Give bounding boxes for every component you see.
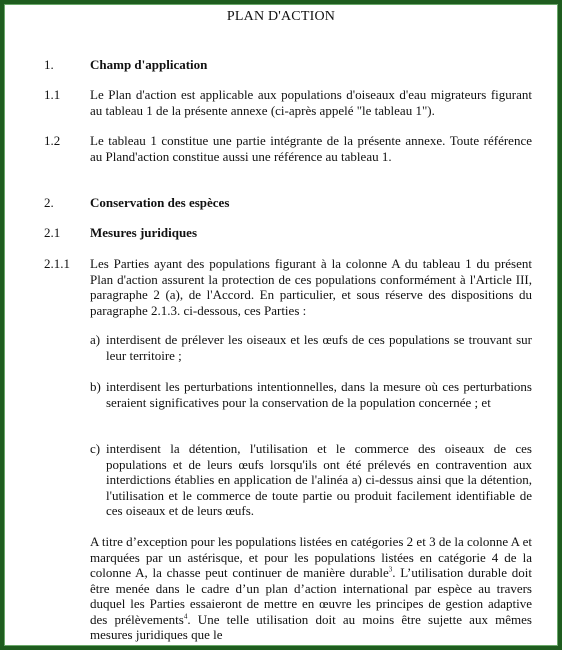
- paragraph-1-1-number: 1.1: [44, 87, 61, 102]
- exception-text-3: . Une telle utilisation doit au moins être sujette aux mêmes mesures juridiques que le: [90, 611, 532, 642]
- subsection-2-1-heading: Mesures juridiques: [90, 225, 198, 240]
- exception-text-2: . L’utilisation durable doit être menée dans le cadre d’un plan d’action international par espèce au travers duquel les Parties essaieront de mettre en œuvre les principes de gestion adaptive des prélèvements: [90, 565, 532, 627]
- exception-text-1: A titre d’exception pour les populations listées en catégories 2 et 3 de la colonne A et marquées par un astérisque, et pour les populations listées en catégorie 4 de la colonne A, la chasse peut continuer de manière durable: [90, 534, 532, 580]
- footnote-ref-4[interactable]: 4: [183, 612, 188, 621]
- section-1-heading: Champ d'application: [90, 57, 208, 72]
- paragraph-1-1-text: Le Plan d'action est applicable aux populations d'oiseaux d'eau migrateurs figurant au tableau 1 de la présente annexe (ci-après appelé "le tableau 1").: [90, 87, 532, 118]
- list-item-a: [90, 332, 532, 363]
- list-item-b: [90, 379, 532, 410]
- paragraph-2-1-1-number: 2.1.1: [44, 256, 70, 271]
- list-item-text: interdisent de prélever les oiseaux et les œufs de ces populations se trouvant sur leur territoire ;: [106, 332, 532, 363]
- paragraph-1-2-text: Le tableau 1 constitue une partie intégrante de la présente annexe. Toute référence au Pland'action constitue aussi une référence au tableau 1.: [90, 133, 532, 164]
- section-2-heading: Conservation des espèces: [90, 195, 230, 210]
- list-item-label: b): [90, 379, 101, 394]
- list-item-c: [90, 441, 532, 519]
- subsection-2-1-number: 2.1: [44, 225, 61, 240]
- list-item-text: interdisent la détention, l'utilisation et le commerce des oiseaux de ces populations et de leurs œufs lorsqu'ils ont été prélevés en contravention aux interdictions établies en application de l'alinéa a) ci-dessus ainsi que la détention, l'utilisation et le commerce de toute partie ou produit facilement identifiable de ces oiseaux et de leurs œufs.: [106, 441, 532, 518]
- footnote-ref-3[interactable]: 3: [388, 565, 393, 574]
- list-item-label: a): [90, 332, 101, 347]
- paragraph-2-1-1-text: Les Parties ayant des populations figurant à la colonne A du tableau 1 du présent Plan d'action assurent la protection de ces populations conformément à l'Article III, paragraphe 2 (a), de l'Accord. En particulier, et sous réserve des dispositions du paragraphe 2.1.3. ci-dessous, ces Parties :: [90, 256, 532, 318]
- list-item-text: interdisent les perturbations intentionnelles, dans la mesure où ces perturbations seraient significatives pour la conservation de la population concernée ; et: [106, 379, 532, 410]
- section-1-number: 1.: [44, 57, 54, 72]
- paragraph-1-2-number: 1.2: [44, 133, 61, 148]
- list-item-label: c): [90, 441, 101, 456]
- exception-paragraph: [90, 534, 532, 643]
- page-title: PLAN D'ACTION: [226, 9, 336, 24]
- section-2-number: 2.: [44, 195, 54, 210]
